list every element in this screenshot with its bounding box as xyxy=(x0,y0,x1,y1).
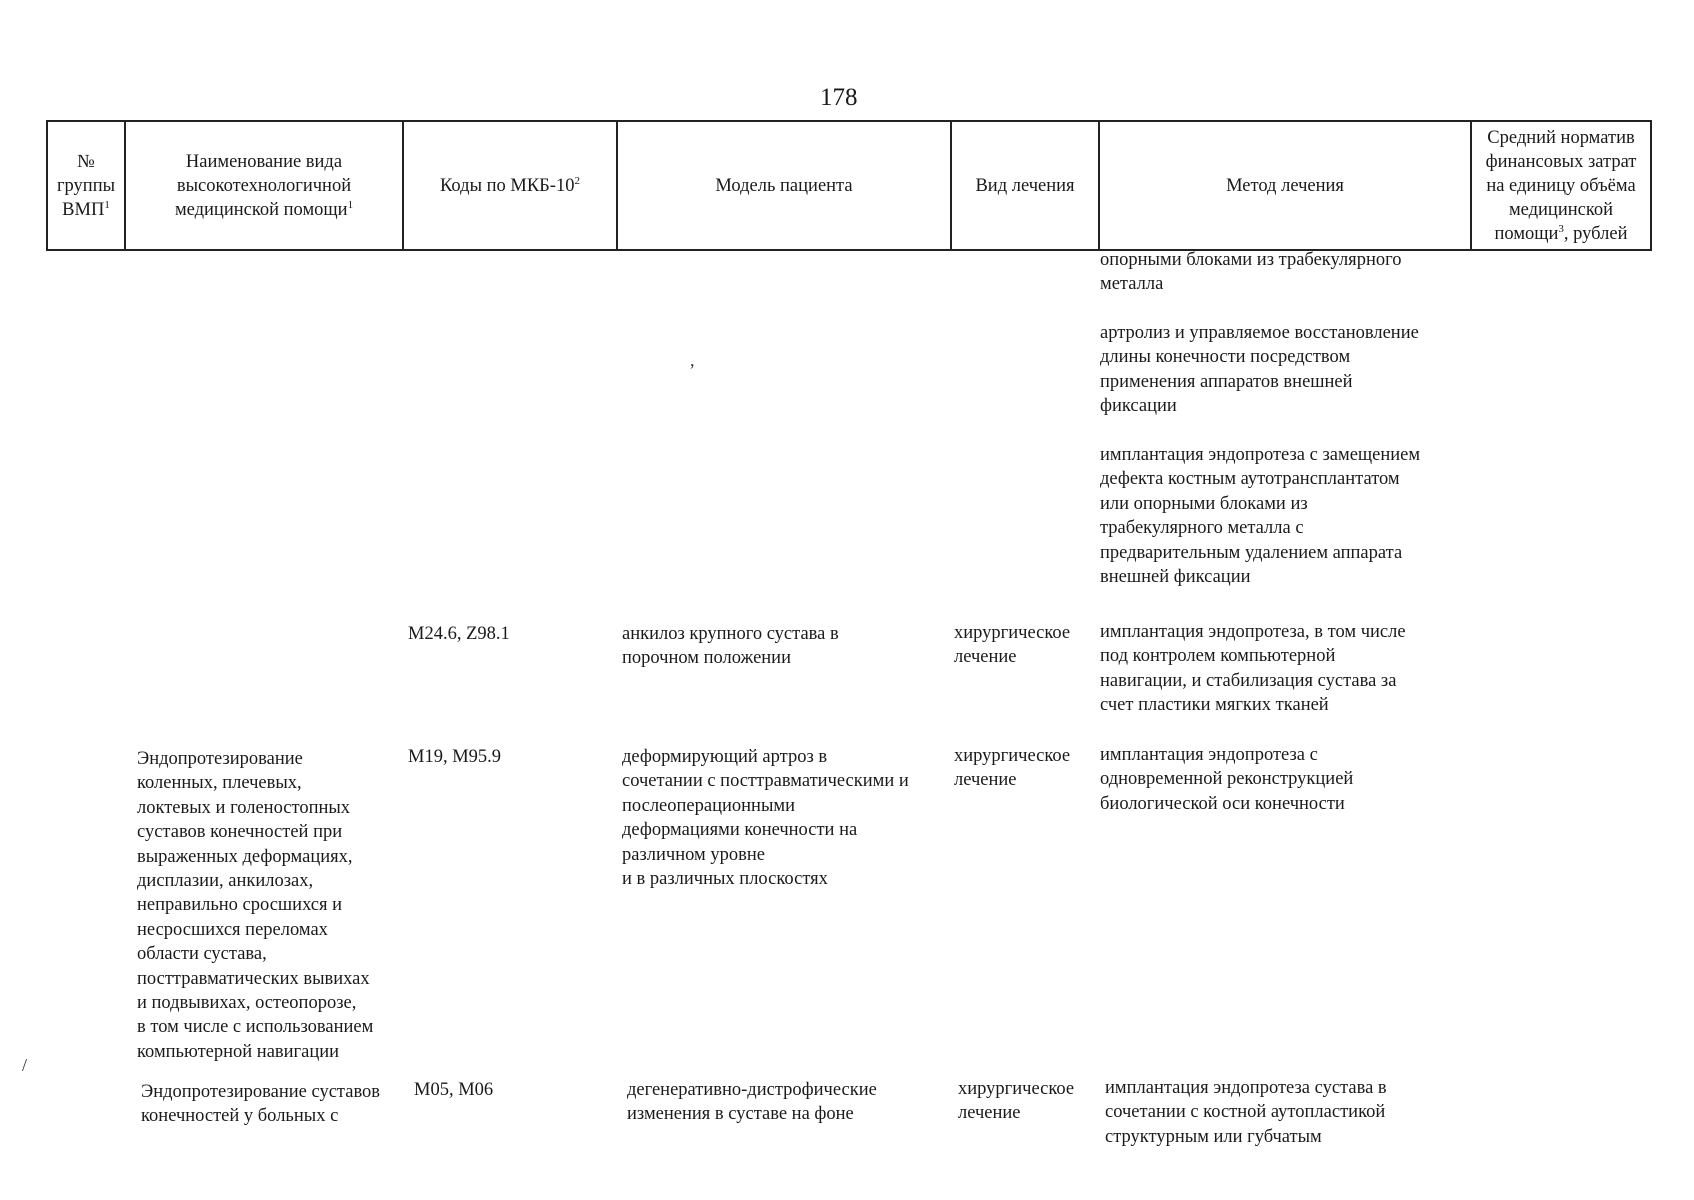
row-3-kind: хирургическое лечение xyxy=(954,623,1071,668)
row-5-model: дегенеративно-дистрофические изменения в суставе на фоне xyxy=(627,1080,877,1125)
row-4-codes: M19, M95.9 xyxy=(408,747,502,767)
header-treatment-method: Метод лечения xyxy=(1099,121,1471,250)
row-3-method: имплантация эндопротеза, в том числе под контролем компьютерной навигации, и стабилизация сустава за счет пластики мягких тканей xyxy=(1100,622,1406,716)
row-4-method: имплантация эндопротеза с одновременной реконструкцией биологической оси конечности xyxy=(1100,745,1354,814)
header-treatment-type: Вид лечения xyxy=(951,121,1099,250)
page-number: 178 xyxy=(820,84,858,111)
header-icd-codes: Коды по МКБ-$10^2$ xyxy=(403,121,617,250)
stray-slash-mark: / xyxy=(22,1055,28,1075)
row-2-method: имплантация эндопротеза с замещением дефекта костным аутотрансплантатом или опорными блоками из трабекулярного металла с предварительным удалением аппарата внешней фиксации xyxy=(1100,445,1421,588)
row-1-method: артролиз и управляемое восстановление длины конечности посредством применения аппаратов внешней фиксации xyxy=(1100,323,1419,417)
row-0-method: опорными блоками из трабекулярного металла xyxy=(1100,250,1402,295)
header-care-type: Наименование вида высокотехнологичной медицинской помощи$^1$ xyxy=(125,121,403,250)
row-5-method: имплантация эндопротеза сустава в сочетании с костной аутопластикой структурным или губчатым xyxy=(1105,1078,1387,1147)
row-4-care-type: Эндопротезирование коленных, плечевых, локтевых и голеностопных суставов конечностей при выраженных деформациях, дисплазии, анкилозах, неправильно сросшихся и несросшихся переломах области сустава, посттравматических вывихах и подвывихах, остеопорозе, в том числе с использованием компьютерной навигации xyxy=(137,749,374,1062)
row-4-kind: хирургическое лечение xyxy=(954,746,1071,791)
header-patient-model: Модель пациента xyxy=(617,121,951,250)
stray-comma-mark: , xyxy=(690,350,695,370)
row-3-model: анкилоз крупного сустава в порочном положении xyxy=(622,624,839,669)
row-5-codes: M05, M06 xyxy=(414,1080,494,1100)
row-4-model: деформирующий артроз в сочетании с посттравматическими и послеоперационными деформациями конечности на различном уровне и в различных плоскостях xyxy=(622,747,909,890)
header-group-number: № группы ВМП$^1$ xyxy=(47,121,125,250)
row-5-kind: хирургическое лечение xyxy=(958,1079,1075,1124)
row-5-care-type: Эндопротезирование суставов конечностей у больных с xyxy=(141,1082,381,1127)
header-cost-standard: Средний норматив финансовых затрат на единицу объёма медицинской помощи$^3$, рублей xyxy=(1471,121,1651,250)
row-3-codes: M24.6, Z98.1 xyxy=(408,624,510,644)
table-header xyxy=(46,120,1652,251)
